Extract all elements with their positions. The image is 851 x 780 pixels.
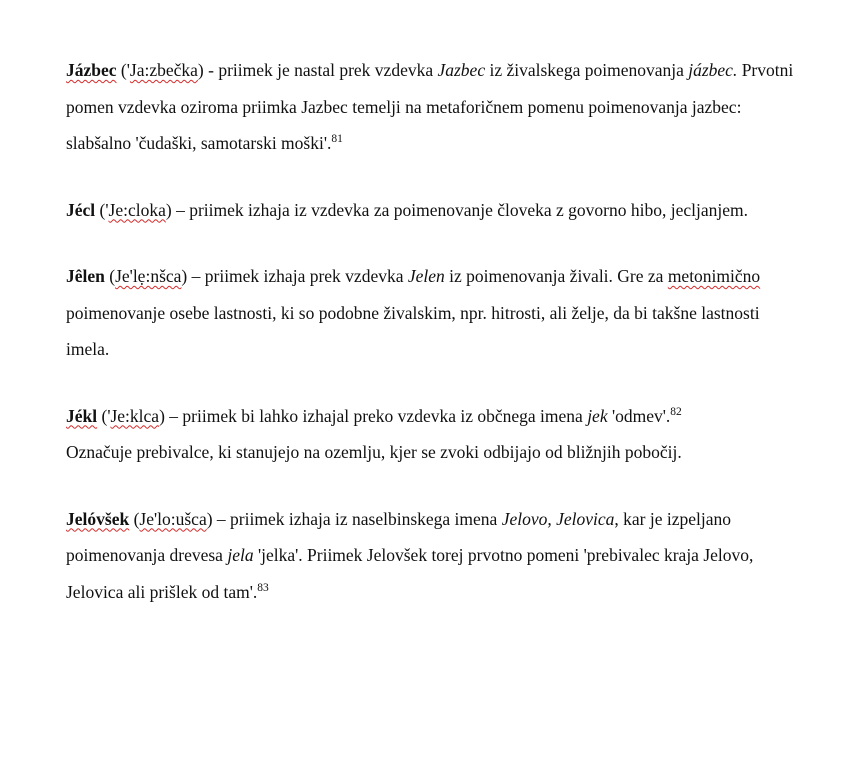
pronunciation: Je:cloka: [108, 199, 166, 220]
headword: Jécl: [66, 199, 96, 220]
headword: Jêlen: [66, 266, 105, 286]
pronunciation: Je'lo:ušca: [139, 508, 207, 529]
entry-jekl: Jékl ('Je:klca) – priimek bi lahko izhajal preko vzdevka iz občnega imena jek 'odmev'.$^{82}$ Označuje prebivalce, ki stanujejo na ozemlju, kjer se zvoki odbijajo od bližnjih pobočij.: [66, 405, 682, 462]
footnote-marker[interactable]: 83: [257, 581, 269, 594]
footnote-marker[interactable]: 82: [670, 405, 682, 418]
headword: Jékl: [66, 405, 98, 426]
entry-jecl: Jécl ('Je:cloka) – priimek izhaja iz vzdevka za poimenovanje človeka z govorno hibo, jecljanjem.: [66, 199, 748, 220]
entry-jazbec: Jázbec ('Ja:zbečka) - priimek je nastal prek vzdevka Jazbec iz živalskega poimenovanja jázbec. Prvotni pomen vzdevka oziroma priimka Jazbec temelji na metaforičnem pomenu poimenovanja jazbec: slabšalno 'čudaški, samotarski moški'.$^{81}$: [66, 60, 794, 153]
footnote-marker[interactable]: 81: [331, 133, 343, 146]
flagged-word: metonimično: [667, 266, 761, 286]
entry-jelovsek: Jelóvšek (Je'lo:ušca) – priimek izhaja iz naselbinskega imena Jelovo, Jelovica, kar je izpeljano poimenovanja drevesa jela 'jelka'. Priimek Jelovšek torej prvotno pomeni 'prebivalec kraja Jelovo, Jelovica ali prišlek od tam'.$^{83}$: [66, 508, 754, 602]
headword: Jázbec: [66, 60, 117, 80]
pronunciation: Je'lẹ:nšca: [115, 266, 182, 286]
pronunciation: Je:klca: [110, 405, 160, 426]
entry-jelen: Jêlen (Je'lẹ:nšca) – priimek izhaja prek vzdevka Jelen iz poimenovanja živali. Gre za metonimično poimenovanje osebe lastnosti, ki so podobne živalskim, npr. hitrosti, ali želje, da bi takšne lastnosti imela.: [66, 266, 761, 359]
pronunciation: Ja:zbečka: [129, 60, 198, 80]
headword: Jelóvšek: [66, 508, 130, 529]
document-page: [66, 52, 806, 640]
